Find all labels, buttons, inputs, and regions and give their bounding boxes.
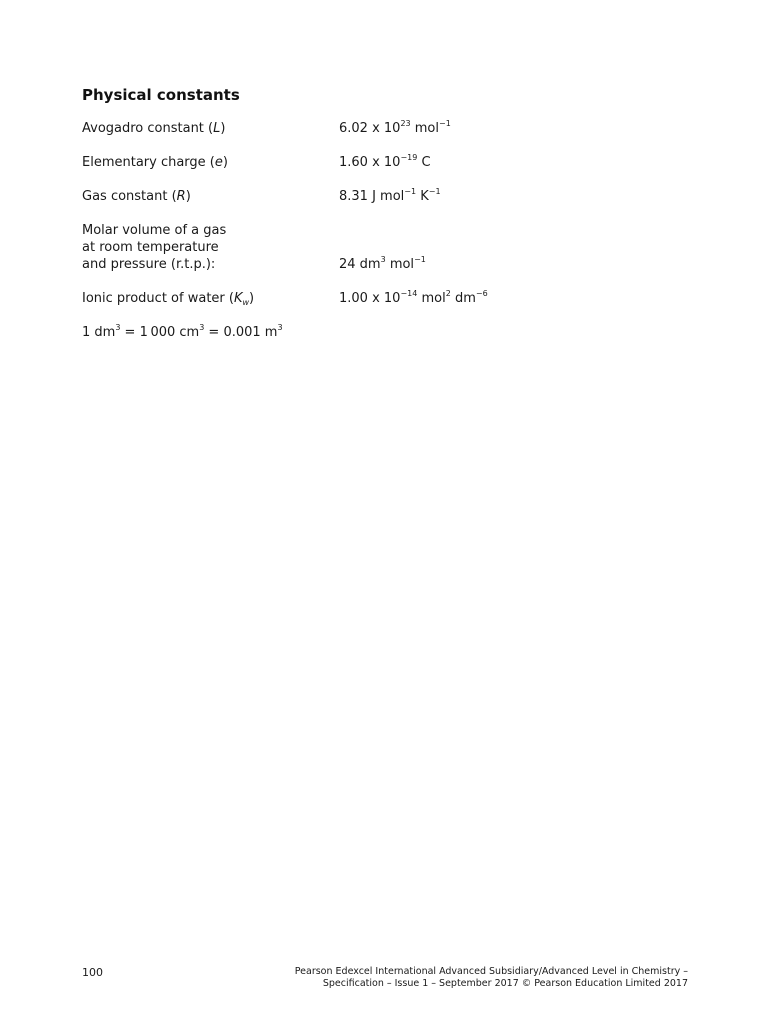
constant-value: 6.02 x $10^{23}$ mol$^{-1}$ [339, 119, 451, 136]
constant-label: Ionic product of water $(K_w)$ [82, 291, 255, 307]
constant-label: Avogadro constant (L) [82, 121, 226, 136]
section-title: Physical constants [82, 86, 240, 104]
physical-constants-section [82, 86, 534, 341]
constant-row-ionic-product [82, 290, 534, 307]
constant-row-gas-constant [82, 188, 534, 205]
constant-row-avogadro [82, 120, 534, 137]
constant-label: Elementary charge (e) [82, 155, 228, 170]
constant-value: 24 $dm^3$ mol$^{-1}$ [339, 255, 426, 272]
constant-label: Molar volume of a gas at room temperature and pressure (r.t.p.): [82, 223, 227, 272]
page-number: 100 [82, 966, 103, 979]
footer-citation: Pearson Edexcel International Advanced Subsidiary/Advanced Level in Chemistry – Specification – Issue 1 – September 2017 © Pearson Education Limited 2017 [294, 966, 688, 989]
constant-row-elementary-charge [82, 154, 534, 171]
page-footer [82, 966, 688, 990]
constant-value: 1.60 x $10^{-19}$ C [339, 153, 431, 170]
constant-value: 8.31 J mol$^{-1}$ $K^{-1}$ [339, 187, 441, 204]
constant-row-molar-volume [82, 222, 534, 273]
constant-value: 1.00 x $10^{-14}$ mol$^2$ $dm^{-6}$ [339, 289, 488, 306]
volume-conversion: 1 $dm^3 = 1$ 000 $cm^3 = 0.001$ $m^3$ [82, 323, 283, 340]
constant-label: Gas constant (R) [82, 189, 191, 204]
